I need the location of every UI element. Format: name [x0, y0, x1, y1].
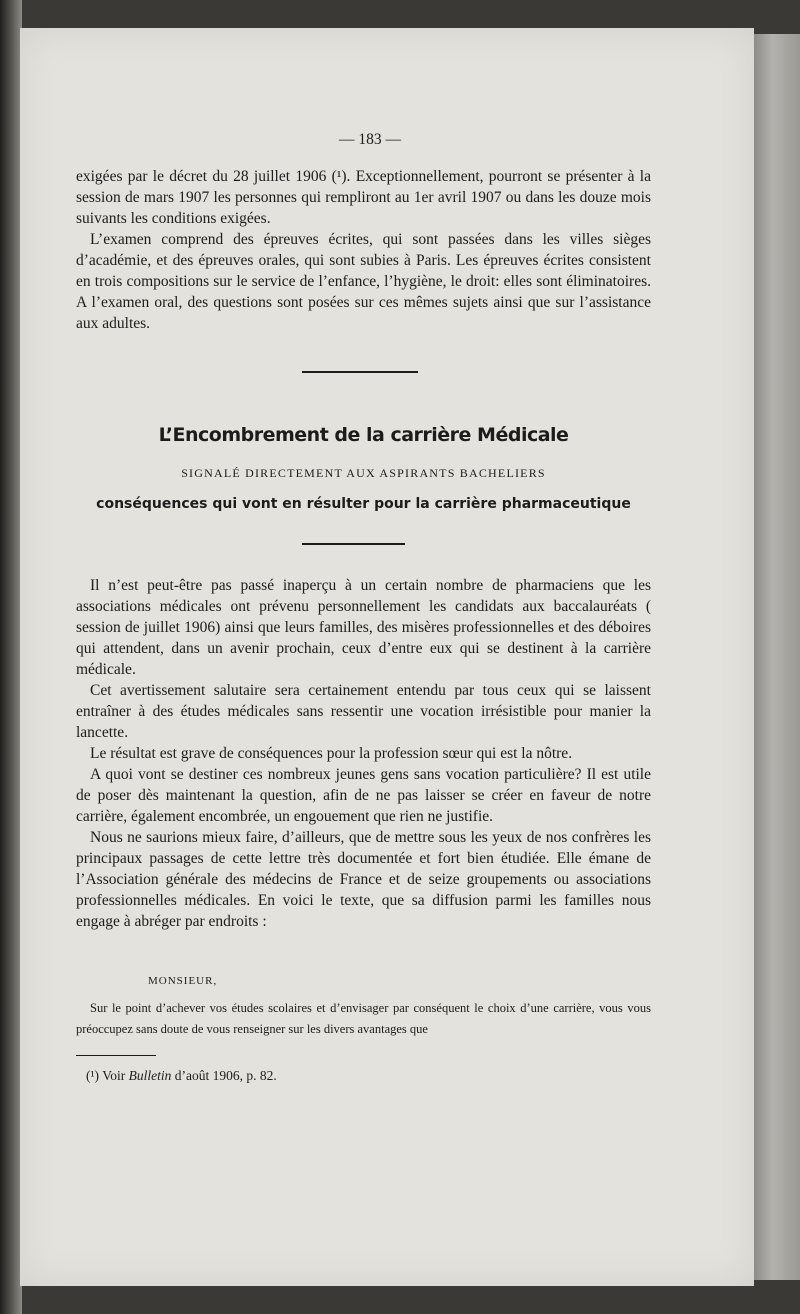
article-paragraph-3: Le résultat est grave de conséquences pour la profession sœur qui est la nôtre.: [90, 745, 573, 762]
page-edge: [754, 34, 800, 1280]
section-divider-top: [302, 371, 418, 373]
intro-text: [76, 166, 651, 334]
article-title: L’Encombrement de la carrière Médicale: [158, 424, 569, 446]
footnote: [86, 1068, 277, 1084]
letter-text: [76, 998, 651, 1040]
article-subtitle: SIGNALÉ DIRECTEMENT AUX ASPIRANTS BACHELIERS: [181, 466, 546, 480]
footnote-rule: [76, 1055, 156, 1056]
footnote-italic: Bulletin: [128, 1068, 172, 1083]
book-gutter: [0, 0, 22, 1314]
footnote-suffix: d’août 1906, p. 82.: [174, 1068, 277, 1083]
article-body: [76, 575, 651, 932]
section-divider-bottom: [302, 543, 405, 545]
intro-paragraph-1: exigées par le décret du 28 juillet 1906 (¹). Exceptionnellement, pourront se présenter à la session de mars 1907 les personnes qui rempliront au 1er avril 1907 ou dans les douze mois suivants les conditions exigées.: [76, 168, 651, 227]
intro-paragraph-2: L’examen comprend des épreuves écrites, qui sont passées dans les villes sièges d’académie, et des épreuves orales, qui sont subies à Paris. Les épreuves écrites consistent en trois compositions sur le service de l’enfance, l’hygiène, le droit: elles sont éliminatoires. A l’examen oral, des questions sont posées sur ces mêmes sujets ainsi que sur l’assistance aux adultes.: [76, 231, 651, 332]
letter-paragraph: Sur le point d’achever vos études scolaires et d’envisager par conséquent le choix d’une carrière, vous vous préoccupez sans doute de vous renseigner sur les divers avantages que: [76, 1001, 651, 1036]
footnote-prefix: Voir: [102, 1068, 126, 1083]
article-paragraph-1: Il n’est peut-être pas passé inaperçu à un certain nombre de pharmaciens que les associations médicales ont prévenu personnellement les candidats aux baccalauréats ( session de juillet 1906) ainsi que leurs familles, des misères professionnelles et des déboires qui attendent, dans un avenir prochain, ceux d’entre eux qui se destinent à la carrière médicale.: [76, 577, 651, 678]
article-paragraph-2: Cet avertissement salutaire sera certainement entendu par tous ceux qui se laissent entraîner à des études médicales sans ressentir une vocation irrésistible pour manier la lancette.: [76, 682, 651, 741]
letter-salutation: MONSIEUR,: [148, 975, 218, 987]
page-number: — 183 —: [339, 131, 401, 148]
footnote-marker: (¹): [86, 1068, 100, 1083]
article-paragraph-4: A quoi vont se destiner ces nombreux jeunes gens sans vocation particulière? Il est utile de poser dès maintenant la question, afin de ne pas laisser se créer en faveur de notre carrière, également encombrée, un engouement que rien ne justifie.: [76, 766, 651, 825]
article-subtitle-2: conséquences qui vont en résulter pour la carrière pharmaceutique: [96, 496, 631, 512]
article-paragraph-5: Nous ne saurions mieux faire, d’ailleurs, que de mettre sous les yeux de nos confrères les principaux passages de cette lettre très documentée et fort bien étudiée. Elle émane de l’Association générale des médecins de France et de seize groupements ou associations professionnelles médicales. En voici le texte, que sa diffusion parmi les familles nous engage à abréger par endroits :: [76, 829, 651, 930]
